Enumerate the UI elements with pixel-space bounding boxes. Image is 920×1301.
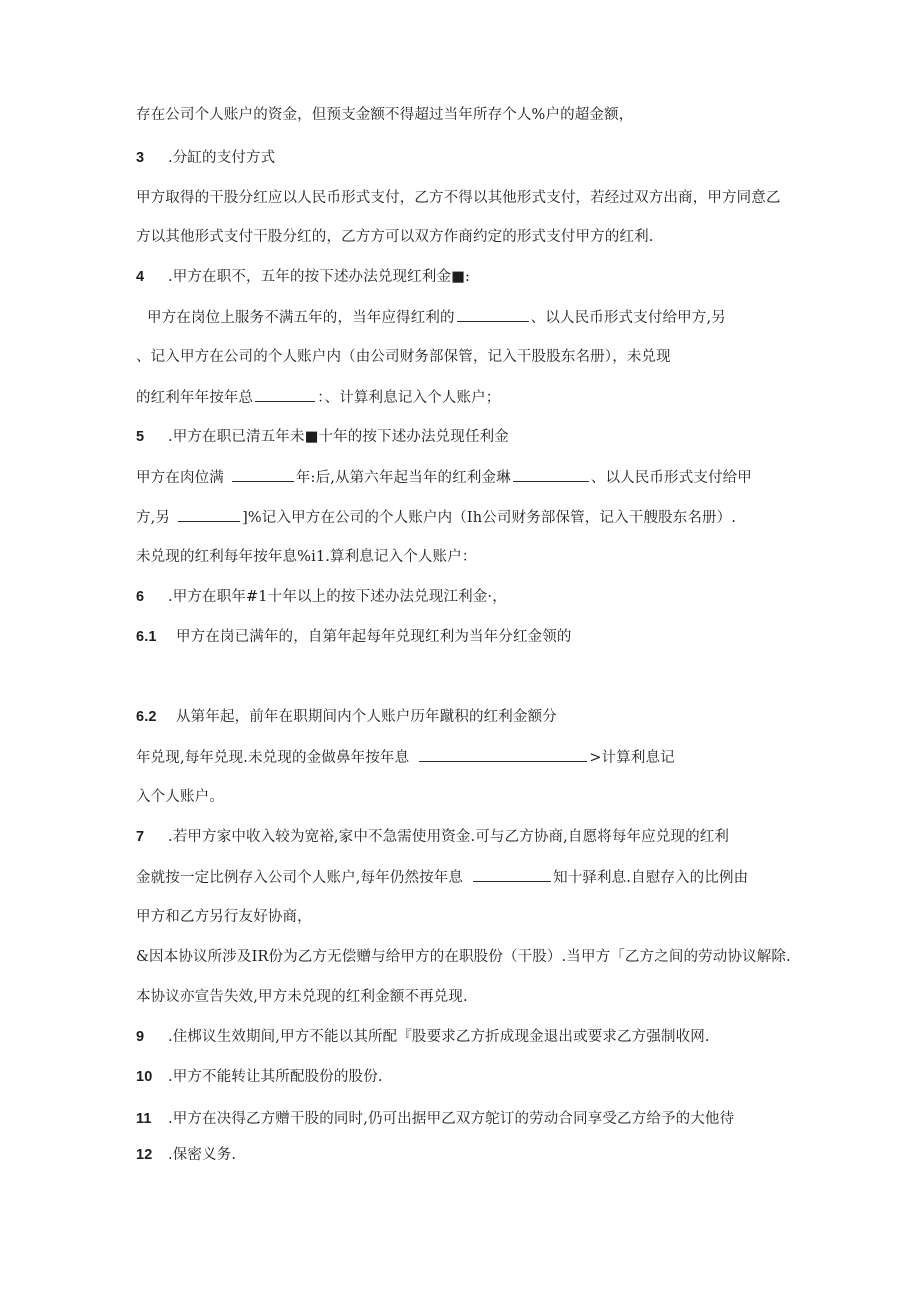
line-text: 、以人民币形式支付给甲方,另 [530, 310, 726, 326]
clause-number: 5 [136, 429, 145, 445]
paragraph-line [136, 947, 791, 967]
line-text: 方以其他形式支付干股分红的，乙方方可以双方作商约定的形式支付甲方的红利. [136, 229, 654, 245]
line-text: 金就按一定比例存入公司个人账户,每年仍然按年息 [136, 870, 464, 886]
clause-heading [136, 267, 470, 287]
clause-number: 6.2 [136, 709, 157, 725]
line-text: 方,另 [136, 510, 171, 526]
line-text: ：、计算利息记入个人账户； [317, 390, 501, 406]
clause-number: 6 [136, 589, 145, 605]
line-text: 知十驿利息.自慰存入的比例由 [553, 870, 749, 886]
line-text: 甲方和乙方另行友好协商， [136, 909, 312, 925]
fill-in-blank[interactable] [457, 307, 529, 322]
paragraph-line [136, 347, 671, 367]
fill-in-blank[interactable] [255, 387, 315, 402]
paragraph-line [136, 467, 752, 488]
clause-title: .甲方在职年#1十年以上的按下述办法兑现江利金·， [168, 589, 507, 605]
fill-in-blank[interactable] [232, 467, 294, 482]
clause-number: 7 [136, 829, 145, 845]
line-text: &因本协议所涉及IR份为乙方无偿赠与给甲方的在职股份（干股）.当甲方「乙方之间的劳动协议解除. [136, 949, 791, 965]
fill-in-blank[interactable] [178, 507, 240, 522]
clause-heading [136, 827, 729, 847]
paragraph-line [136, 787, 224, 807]
clause-number: 11 [136, 1111, 152, 1127]
clause-number: 9 [136, 1029, 145, 1045]
clause-heading [136, 707, 557, 727]
paragraph-line [136, 227, 654, 247]
clause-title: 从第年起，前年在职期间内个人账户历年蹴积的红利金额分 [176, 709, 557, 725]
clause-heading [136, 1027, 710, 1047]
clause-title: .甲方在决得乙方赠干股的同时,仍可出据甲乙双方鸵订的劳动合同享受乙方给予的大他待 [168, 1111, 735, 1127]
clause-number: 10 [136, 1069, 153, 1085]
line-text: 甲方在肉位满 [136, 470, 224, 486]
line-text: 入个人账户。 [136, 789, 224, 805]
clause-title: .住梆议生效期间,甲方不能以其所配『股要求乙方折成现金退出或要求乙方强制收网. [168, 1029, 710, 1045]
line-text: 存在公司个人账户的资金，但预支金额不得超过当年所存个人%户的超金额， [136, 107, 634, 123]
paragraph-line [136, 507, 736, 528]
line-text: 、记入甲方在公司的个人账户内（由公司财务部保管，记入干股股东名册），未兑现 [136, 349, 671, 365]
clause-title: .若甲方家中收入较为宽裕,家中不急需使用资金.可与乙方协商,自愿将每年应兑现的红利 [168, 829, 730, 845]
clause-heading [136, 1109, 734, 1129]
paragraph-line [136, 907, 312, 927]
paragraph-line [136, 747, 675, 768]
clause-number: 12 [136, 1147, 153, 1163]
clause-number: 4 [136, 269, 145, 285]
fill-in-blank[interactable] [419, 747, 587, 762]
clause-heading [136, 148, 275, 168]
clause-number: 3 [136, 150, 145, 166]
clause-heading [136, 1145, 236, 1165]
clause-title: .甲方在职不，五年的按下述办法兑现红利金■: [168, 269, 470, 285]
line-text: 年兑现,每年兑现.未兑现的金做鼻年按年息 [136, 750, 410, 766]
clause-title: .分缸的支付方式 [168, 150, 276, 166]
line-text: 甲方在岗位上服务不满五年的，当年应得红利的 [147, 310, 455, 326]
clause-title: .甲方在职已清五年未■十年的按下述办法兑现任利金 [168, 429, 509, 445]
clause-heading [136, 587, 507, 607]
line-text: >计算利息记 [589, 750, 675, 766]
line-text: 甲方取得的干股分红应以人民币形式支付，乙方不得以其他形式支付，若经过双方出商，甲方同意乙 [136, 190, 781, 206]
clause-heading [136, 427, 509, 447]
clause-title: .保密义务. [168, 1147, 237, 1163]
clause-heading [136, 1067, 383, 1087]
line-text: ]%记入甲方在公司的个人账户内（Ih公司财务部保管，记入干艘股东名册）. [242, 510, 737, 526]
paragraph-line [136, 387, 500, 408]
clause-title: .甲方不能转让其所配股份的股份. [168, 1069, 383, 1085]
line-text: 年:后,从第六年起当年的红利金琳 [295, 470, 511, 486]
fill-in-blank[interactable] [513, 467, 589, 482]
line-text: 未兑现的红利每年按年息%i1.算利息记入个人账户： [136, 549, 477, 565]
clause-heading [136, 627, 572, 647]
paragraph-line [136, 105, 633, 125]
paragraph-line [147, 307, 726, 328]
line-text: 、以人民币形式支付给甲 [590, 470, 752, 486]
paragraph-line [136, 867, 748, 888]
fill-in-blank[interactable] [473, 867, 551, 882]
clause-title: 甲方在岗已满年的，自第年起每年兑现红利为当年分红金领的 [176, 629, 572, 645]
clause-number: 6.1 [136, 629, 157, 645]
line-text: 的红利年年按年总 [136, 390, 254, 406]
line-text: 本协议亦宣告失效,甲方未兑现的红利金额不再兑现. [136, 989, 468, 1005]
paragraph-line [136, 547, 477, 567]
paragraph-line [136, 188, 781, 208]
paragraph-line [136, 987, 468, 1007]
